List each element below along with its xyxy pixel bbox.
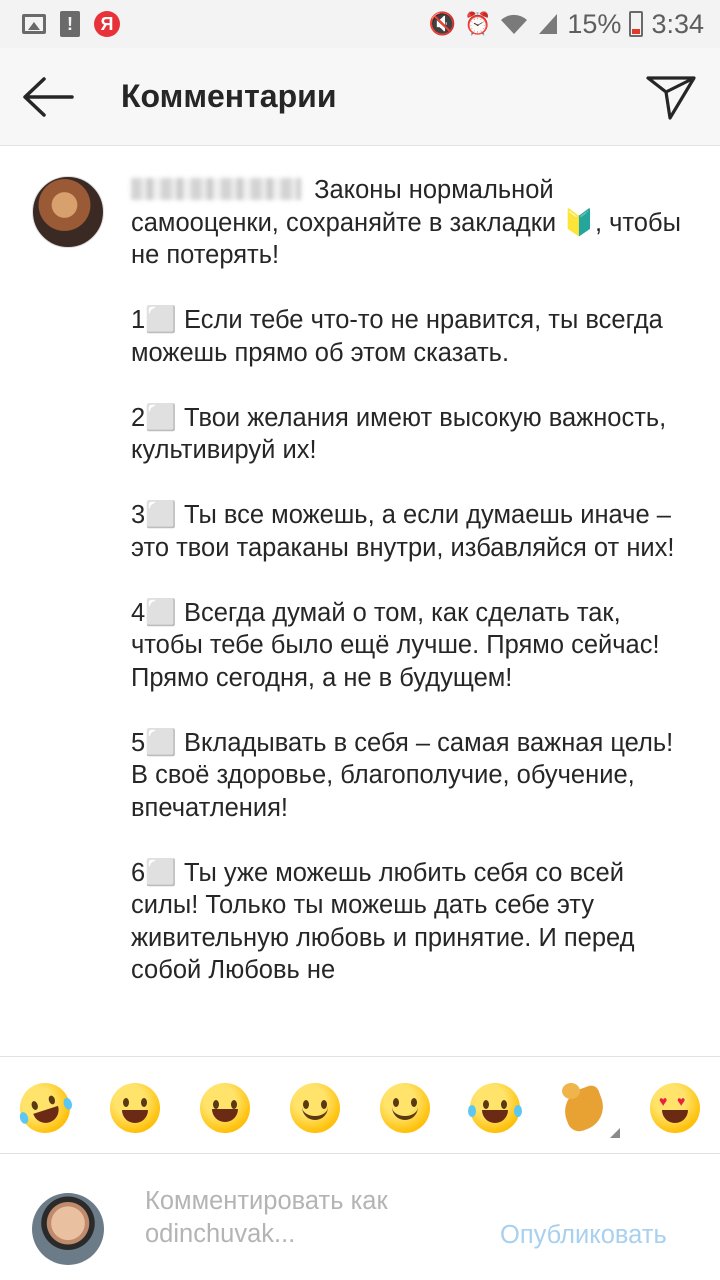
emoji-muscle[interactable]	[560, 1083, 610, 1133]
alert-icon: !	[60, 11, 80, 37]
arrow-left-icon	[20, 72, 76, 122]
image-icon	[22, 14, 46, 34]
publish-button[interactable]: Опубликовать	[500, 1221, 667, 1249]
signal-icon	[537, 12, 559, 36]
avatar[interactable]	[32, 176, 104, 248]
battery-icon	[629, 11, 643, 37]
emoji-heart-eyes[interactable]: ♥ ♥	[650, 1083, 700, 1133]
paper-plane-icon	[644, 70, 698, 124]
comment-composer	[0, 1155, 720, 1280]
emoji-smile[interactable]	[200, 1083, 250, 1133]
more-emoji-indicator	[610, 1128, 620, 1138]
battery-percent: 15%	[567, 8, 622, 39]
alarm-icon: ⏰	[463, 11, 492, 36]
username-redacted[interactable]	[131, 178, 301, 200]
mute-icon: 🔇	[428, 11, 456, 36]
send-button[interactable]	[644, 70, 698, 124]
back-button[interactable]	[20, 72, 76, 122]
status-bar	[0, 0, 720, 48]
comment-body	[131, 174, 691, 987]
emoji-wink[interactable]	[380, 1083, 430, 1133]
emoji-grinning[interactable]	[110, 1083, 160, 1133]
comment-input[interactable]: Комментировать как odinchuvak...	[145, 1187, 395, 1248]
emoji-bar	[0, 1056, 720, 1154]
page-title: Комментарии	[121, 78, 337, 114]
yandex-icon: Я	[94, 11, 120, 37]
clock: 3:34	[651, 8, 704, 39]
emoji-joy[interactable]	[470, 1083, 520, 1133]
emoji-blush[interactable]	[290, 1083, 340, 1133]
avatar	[32, 1193, 104, 1265]
wifi-icon	[499, 12, 529, 36]
comment-item	[0, 146, 720, 1056]
header	[0, 48, 720, 146]
emoji-rofl[interactable]	[13, 1076, 76, 1139]
comment-text: Законы нормальной самооценки, сохраняйте в закладки 🔰, чтобы не потерять! 1⬜️ Если тебе что-то не нравится, ты всегда можешь прямо об этом сказать. 2⬜️ Твои желания имеют высокую важность, культивируй их! 3⬜️ Ты все можешь, а если думаешь иначе – это твои тараканы внутри, избавляйся от них! 4⬜️ Всегда думай о том, как сделать так, чтобы тебе было ещё лучше. Прямо сейчас! Прямо сегодня, а не в будущем! 5⬜️ Вкладывать в себя – самая важная цель! В своё здоровье, благополучие, обучение, впечатления! 6⬜️ Ты уже можешь любить себя со всей силы! Только ты можешь дать себе эту живительную любовь и принятие. И перед собой Любовь не	[131, 176, 681, 984]
